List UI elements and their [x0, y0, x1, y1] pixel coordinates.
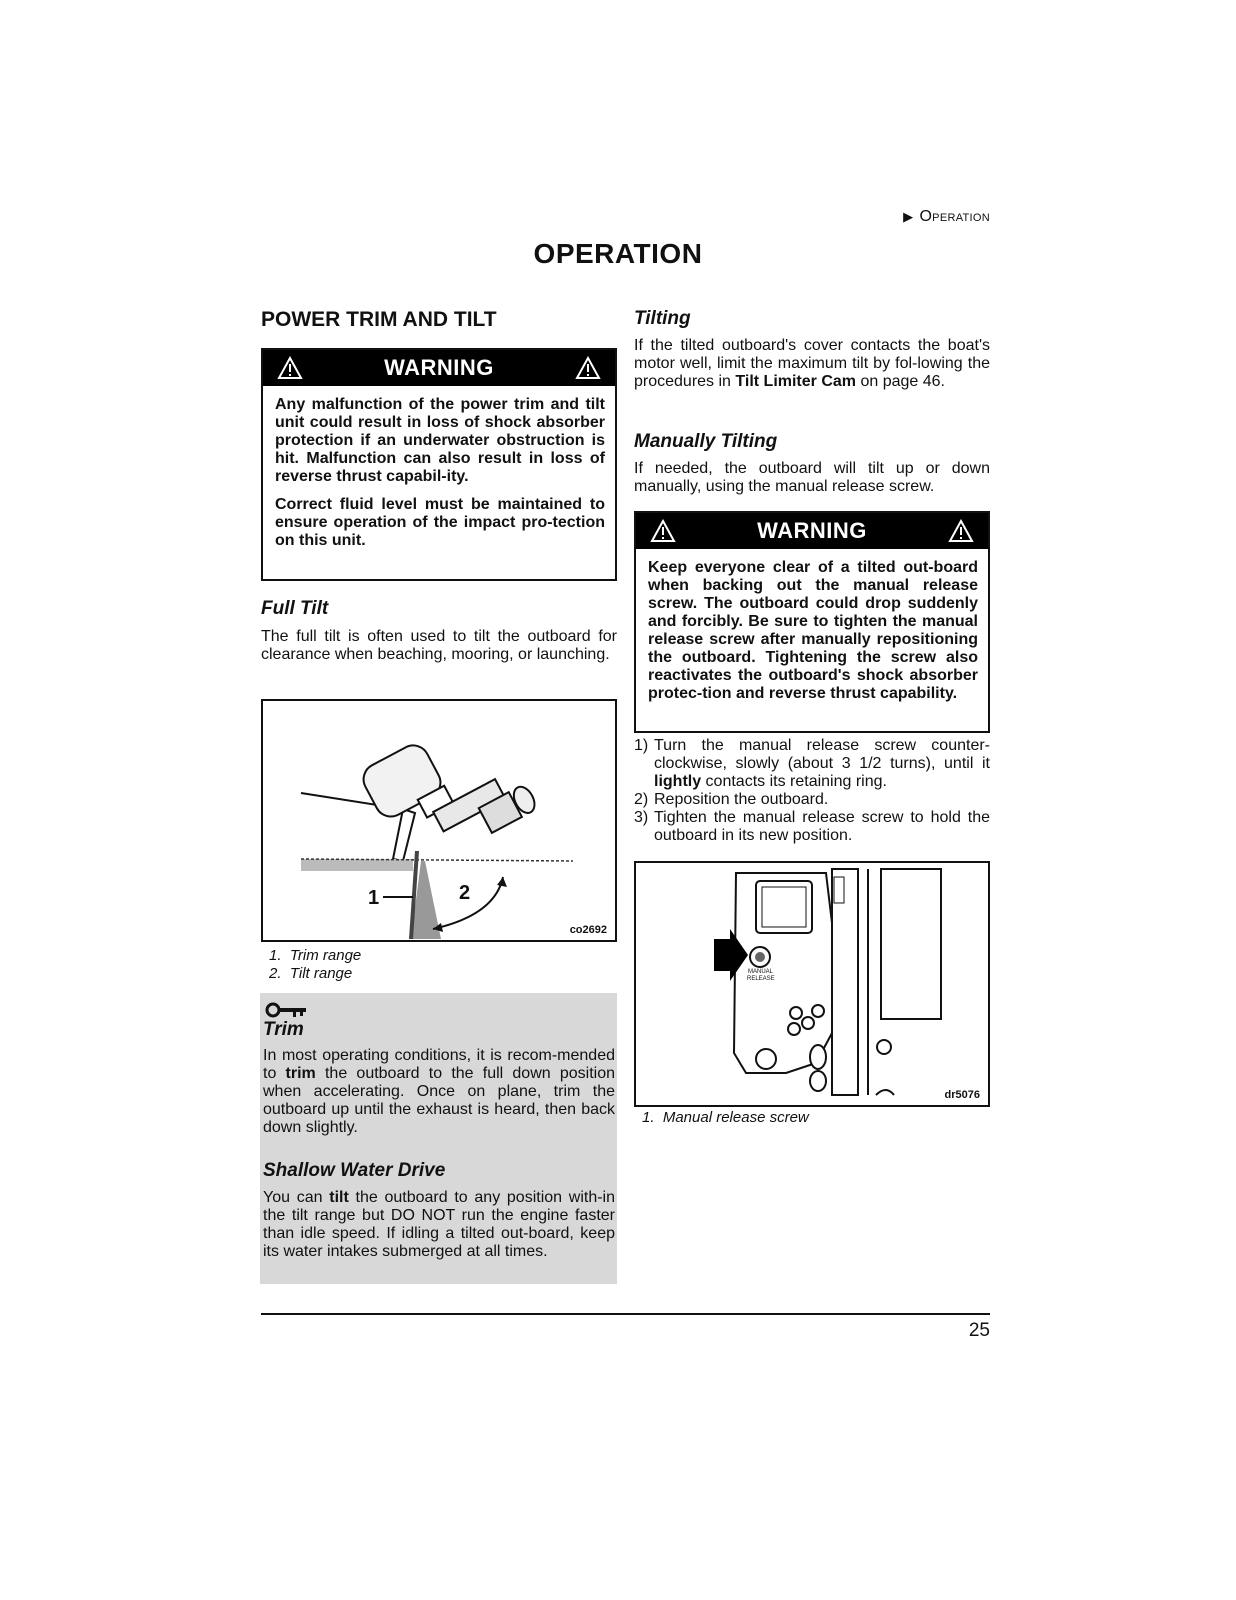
knob-label: MANUAL: [748, 969, 774, 975]
procedure-steps: [634, 737, 990, 845]
procedure-step: 2) Reposition the outboard.: [634, 791, 829, 808]
figure-caption: 1. Trim range: [269, 947, 362, 964]
figure-code: dr5076: [944, 1089, 980, 1101]
warning-triangle-icon: [575, 356, 601, 380]
manual-release-figure: [634, 861, 990, 1107]
body-paragraph: The full tilt is often used to tilt the outboard for clearance when beaching, mooring, or launching.: [261, 628, 617, 663]
warning-title: WARNING: [384, 355, 494, 380]
procedure-step: 3) Tighten the manual release screw to hold the outboard in its new position.: [634, 809, 990, 844]
tip-text: In most operating conditions, it is recom-mended to trim the outboard to the full down position when accelerating. Once on plane, trim the outboard up until the exhaust is heard, then back down slightly.: [263, 1047, 615, 1136]
warning-box: [261, 348, 617, 581]
warning-triangle-icon: [650, 519, 676, 543]
figure-callout-2: 2: [459, 882, 471, 904]
warning-triangle-icon: [948, 519, 974, 543]
figure-caption: 1. Manual release screw: [642, 1109, 809, 1126]
tip-heading: Trim: [263, 1019, 304, 1040]
warning-body: [636, 549, 988, 713]
warning-triangle-icon: [277, 356, 303, 380]
warning-box: [634, 511, 990, 733]
body-paragraph: If the tilted outboard's cover contacts the boat's motor well, limit the maximum tilt by fol-lowing the procedures in Tilt Limiter Cam on page 46.: [634, 337, 990, 390]
warning-text: Any malfunction of the power trim and tilt unit could result in loss of shock absorber protection if an underwater obstruction is hit. Malfunction can also result in loss of reverse thrust capabil-ity.: [275, 396, 605, 485]
figure-caption: 2. Tilt range: [269, 965, 353, 982]
warning-header: [636, 513, 988, 549]
figure-callout-1: 1: [368, 887, 380, 909]
key-icon: [265, 1001, 309, 1019]
figure-captions: [261, 947, 625, 983]
knob-label: RELEASE: [747, 976, 775, 982]
subsection-heading: Full Tilt: [261, 598, 329, 619]
tip-text: You can tilt the outboard to any position with-in the tilt range but DO NOT run the engine faster than idle speed. If idling a tilted out-board, keep its water intakes submerged at all times.: [263, 1189, 615, 1260]
outboard-tilt-illustration: [263, 701, 615, 940]
warning-title: WARNING: [757, 518, 867, 543]
subsection-heading: Manually Tilting: [634, 431, 778, 452]
subsection-heading: Shallow Water Drive: [263, 1160, 446, 1181]
running-header: [870, 208, 990, 226]
section-heading: POWER TRIM AND TILT: [261, 308, 497, 331]
warning-header: [263, 350, 615, 386]
warning-text: Keep everyone clear of a tilted out-board when backing out the manual release screw. The outboard could drop suddenly and forcibly. Be sure to tighten the manual release screw after manually repositioning the outboard. Tightening the screw also reactivates the outboard's shock absorber protec-tion and reverse thrust capability.: [648, 559, 978, 702]
page-title: OPERATION: [533, 238, 703, 269]
triangle-right-icon: ▶: [903, 209, 914, 224]
trim-tilt-figure: [261, 699, 617, 942]
figure-code: co2692: [569, 924, 607, 936]
warning-body: [263, 386, 615, 560]
warning-text: Correct fluid level must be maintained to ensure operation of the impact pro-tection on this unit.: [275, 496, 605, 549]
subsection-heading: Tilting: [634, 308, 691, 329]
manual-release-illustration: [636, 863, 988, 1105]
footer-rule: [261, 1313, 990, 1315]
body-paragraph: If needed, the outboard will tilt up or down manually, using the manual release screw.: [634, 460, 990, 495]
tip-box: [260, 993, 617, 1284]
page-number: 25: [968, 1320, 990, 1341]
procedure-step: 1) Turn the manual release screw counter-clockwise, slowly (about 3 1/2 turns), until it lightly contacts its retaining ring.: [634, 737, 990, 790]
running-header-label: Operation: [919, 208, 990, 225]
